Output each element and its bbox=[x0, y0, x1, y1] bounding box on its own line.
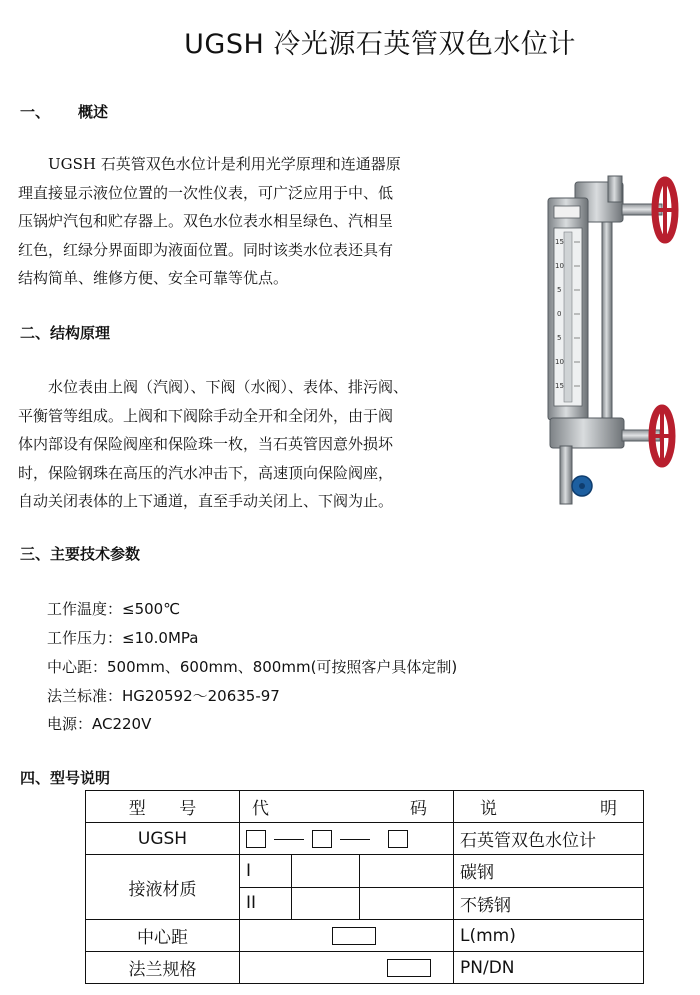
scale-label: 10 bbox=[555, 358, 564, 366]
scale-label: 15 bbox=[555, 238, 564, 246]
lower-valve-body bbox=[550, 418, 624, 448]
section-number: 二、 bbox=[20, 324, 51, 342]
table-row bbox=[86, 823, 644, 855]
table-header-row bbox=[86, 791, 644, 823]
section-number: 一、 bbox=[20, 103, 51, 121]
material-label: 接液材质 bbox=[86, 855, 240, 920]
model-table bbox=[85, 790, 644, 984]
principle-line: 水位表由上阀（汽阀）、下阀（水阀）、表体、排污阀、 bbox=[48, 378, 409, 396]
scale-label: 0 bbox=[557, 310, 562, 318]
param-flange-standard: 法兰标准：HG20592～20635-97 bbox=[47, 687, 280, 705]
drain-valve-icon bbox=[572, 476, 592, 496]
material-code-2: II bbox=[240, 887, 292, 920]
gauge-nameplate bbox=[554, 206, 580, 218]
header-model: 型 号 bbox=[86, 791, 240, 823]
overview-line: 结构简单、维修方便、安全可靠等优点。 bbox=[18, 269, 289, 287]
center-distance-desc: L(mm) bbox=[454, 920, 644, 952]
principle-line: 自动关闭表体的上下通道，直至手动关闭上、下阀为止。 bbox=[18, 492, 394, 510]
table-row bbox=[86, 952, 644, 984]
empty-cell bbox=[360, 887, 454, 920]
model-code: UGSH bbox=[86, 823, 240, 855]
center-distance-code bbox=[240, 920, 454, 952]
flange-desc: PN/DN bbox=[454, 952, 644, 984]
section-heading-principle bbox=[20, 322, 110, 343]
empty-cell bbox=[360, 855, 454, 888]
scale-label: 15 bbox=[555, 382, 564, 390]
param-power: 电源：AC220V bbox=[47, 715, 152, 733]
section-heading-overview bbox=[20, 101, 108, 122]
empty-cell bbox=[292, 887, 360, 920]
upper-flange bbox=[608, 176, 622, 202]
principle-line: 平衡管等组成。上阀和下阀除手动全开和全闭外，由于阀 bbox=[18, 406, 394, 425]
param-pressure: 工作压力：≤10.0MPa bbox=[47, 629, 199, 647]
overview-line: 理直接显示液位位置的一次性仪表，可广泛应用于中、低 bbox=[18, 183, 394, 202]
flange-label: 法兰规格 bbox=[86, 952, 240, 984]
param-center-distance: 中心距：500mm、600mm、800mm(可按照客户具体定制) bbox=[47, 658, 458, 676]
code-box bbox=[387, 959, 431, 977]
flange-code bbox=[240, 952, 454, 984]
code-dash bbox=[274, 839, 304, 840]
drain-pipe bbox=[560, 446, 572, 504]
overview-line: 压锅炉汽包和贮存器上。双色水位表水相呈绿色、汽相呈 bbox=[18, 212, 394, 230]
overview-paragraph bbox=[18, 150, 448, 293]
scale-label: 5 bbox=[557, 334, 562, 342]
material-desc-1: 碳钢 bbox=[454, 855, 644, 888]
scale-label: 10 bbox=[555, 262, 564, 270]
param-temperature: 工作温度：≤500℃ bbox=[47, 600, 181, 618]
scale-label: 5 bbox=[557, 286, 562, 294]
code-box bbox=[388, 830, 408, 848]
section-heading-model bbox=[20, 767, 110, 788]
balance-tube bbox=[602, 222, 612, 422]
center-distance-label: 中心距 bbox=[86, 920, 240, 952]
principle-line: 体内部设有保险阀座和保险珠一枚，当石英管因意外损坏 bbox=[18, 435, 394, 453]
material-desc-2: 不锈钢 bbox=[454, 887, 644, 920]
quartz-tube bbox=[564, 232, 572, 402]
code-box bbox=[312, 830, 332, 848]
table-row bbox=[86, 920, 644, 952]
lower-handwheel-icon bbox=[652, 408, 672, 464]
section-title: 结构原理 bbox=[50, 324, 111, 342]
section-heading-specs bbox=[20, 543, 140, 564]
table-row bbox=[86, 855, 644, 888]
section-title: 概述 bbox=[78, 103, 109, 121]
section-title: 型号说明 bbox=[50, 769, 111, 787]
code-box bbox=[332, 927, 376, 945]
code-box bbox=[246, 830, 266, 848]
overview-line: UGSH 石英管双色水位计是利用光学原理和连通器原 bbox=[48, 155, 401, 173]
upper-handwheel-icon bbox=[655, 180, 675, 240]
page-title: UGSH 冷光源石英管双色水位计 bbox=[184, 29, 576, 60]
code-template bbox=[240, 823, 454, 855]
code-dash bbox=[340, 839, 370, 840]
header-code: 代 码 bbox=[240, 791, 454, 823]
principle-paragraph bbox=[18, 373, 448, 516]
water-level-gauge-illustration bbox=[510, 168, 690, 518]
principle-line: 时，保险钢珠在高压的汽水冲击下，高速顶向保险阀座， bbox=[18, 463, 394, 482]
material-code-1: I bbox=[240, 855, 292, 888]
model-desc: 石英管双色水位计 bbox=[454, 823, 644, 855]
section-title: 主要技术参数 bbox=[50, 545, 141, 563]
empty-cell bbox=[292, 855, 360, 888]
header-desc: 说 明 bbox=[454, 791, 644, 823]
overview-line: 红色，红绿分界面即为液面位置。同时该类水位表还具有 bbox=[18, 240, 394, 259]
section-number: 三、 bbox=[20, 545, 51, 563]
section-number: 四、 bbox=[20, 769, 51, 787]
